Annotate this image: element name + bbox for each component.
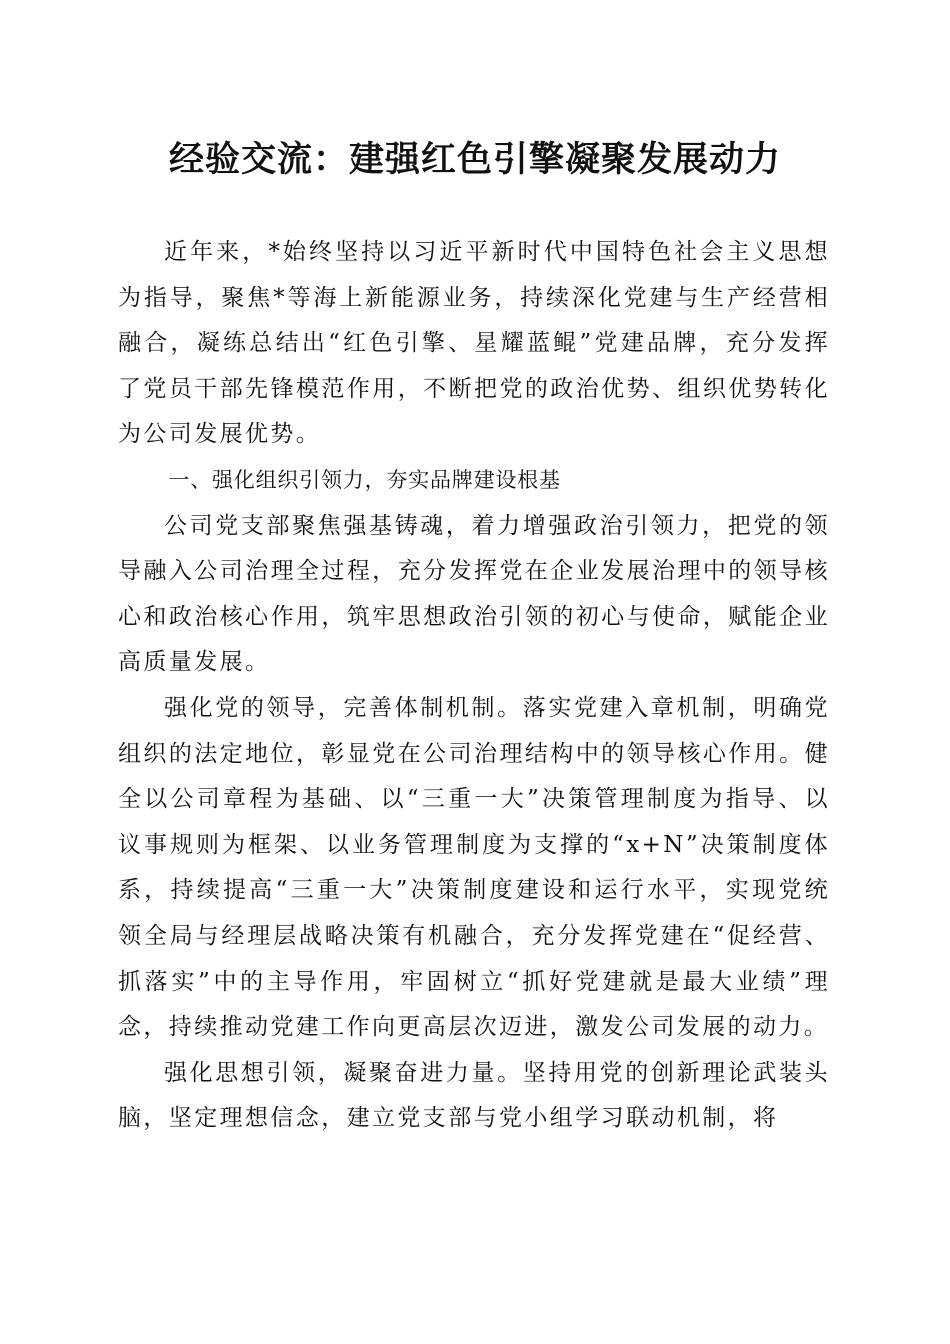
document-body xyxy=(118,230,830,1142)
section-1-paragraph-2: 强化党的领导，完善体制机制。落实党建入章机制，明确党组织的法定地位，彰显党在公司治理结构中的领导核心作用。健全以公司章程为基础、以“三重一大”决策管理制度为指导、以议事规则为框架、以业务管理制度为支撑的“x+N”决策制度体系，持续提高“三重一大”决策制度建设和运行水平，实现党统领全局与经理层战略决策有机融合，充分发挥党建在“促经营、抓落实”中的主导作用，牢固树立“抓好党建就是最大业绩”理念，持续推动党建工作向更高层次迈进，激发公司发展的动力。 xyxy=(118,694,830,1041)
document-title: 经验交流：建强红色引擎凝聚发展动力 xyxy=(168,140,781,180)
section-heading-1: 一、强化组织引领力，夯实品牌建设根基 xyxy=(168,467,561,492)
section-1-paragraph-1: 公司党支部聚焦强基铸魂，着力增强政治引领力，把党的领导融入公司治理全过程，充分发挥党在企业发展治理中的领导核心和政治核心作用，筑牢思想政治引领的初心与使命，赋能企业高质量发展。 xyxy=(118,512,830,676)
intro-paragraph: 近年来，*始终坚持以习近平新时代中国特色社会主义思想为指导，聚焦*等海上新能源业务，持续深化党建与生产经营相融合，凝练总结出“红色引擎、星耀蓝鲲”党建品牌，充分发挥了党员干部先锋模范作用，不断把党的政治优势、组织优势转化为公司发展优势。 xyxy=(118,239,830,448)
section-1-paragraph-3: 强化思想引领，凝聚奋进力量。坚持用党的创新理论武装头脑，坚定理想信念，建立党支部与党小组学习联动机制，将 xyxy=(118,1059,830,1132)
